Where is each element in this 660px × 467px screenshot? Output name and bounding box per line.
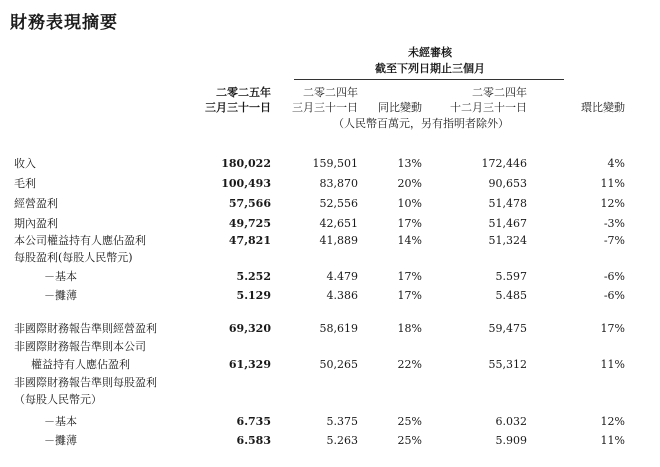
- table-row: [0, 434, 660, 448]
- value-q1-2024: 5.375: [326, 415, 358, 428]
- value-q4-2024: 5.485: [495, 289, 527, 302]
- value-qoq: -6%: [603, 289, 625, 302]
- row-label: 本公司權益持有人應佔盈利: [14, 234, 146, 247]
- value-q1-2024: 50,265: [319, 358, 358, 371]
- value-yoy: 17%: [397, 217, 422, 230]
- value-q1-2024: 5.263: [326, 434, 358, 447]
- row-label: －基本: [44, 270, 77, 283]
- table-row: [0, 322, 660, 336]
- value-q4-2024: 172,446: [481, 157, 527, 170]
- value-q1-2025: 6.583: [236, 434, 271, 447]
- col1-header-line1: 二零二五年: [216, 86, 271, 99]
- value-q1-2025: 69,320: [228, 322, 271, 335]
- value-qoq: 4%: [607, 157, 625, 170]
- value-q4-2024: 51,478: [488, 197, 527, 210]
- table-row: [0, 289, 660, 303]
- col4-header-line2: 十二月三十一日: [450, 101, 527, 114]
- row-label: －攤薄: [44, 289, 77, 302]
- value-q1-2025: 49,725: [228, 217, 271, 230]
- period-underline: [294, 79, 564, 80]
- value-qoq: 12%: [600, 415, 625, 428]
- table-row: [0, 177, 660, 191]
- row-label: 收入: [14, 157, 36, 170]
- value-q1-2024: 83,870: [319, 177, 358, 190]
- value-q4-2024: 59,475: [488, 322, 527, 335]
- row-label: －基本: [44, 415, 77, 428]
- col2-header-line1: 二零二四年: [303, 86, 358, 99]
- value-yoy: 10%: [397, 197, 422, 210]
- value-q4-2024: 51,324: [488, 234, 527, 247]
- value-q4-2024: 5.597: [495, 270, 527, 283]
- value-q1-2025: 5.252: [236, 270, 271, 283]
- row-label: 非國際財務報告準則經營盈利: [14, 322, 157, 335]
- value-qoq: 12%: [600, 197, 625, 210]
- table-row: [0, 358, 660, 372]
- col3-header: 同比變動: [378, 101, 422, 114]
- row-label: 每股盈利(每股人民幣元): [14, 251, 133, 264]
- row-label: 期內盈利: [14, 217, 58, 230]
- value-q1-2024: 58,619: [319, 322, 358, 335]
- col2-header-line2: 三月三十一日: [292, 101, 358, 114]
- value-qoq: 11%: [600, 434, 625, 447]
- row-label: 毛利: [14, 177, 36, 190]
- value-q1-2025: 6.735: [236, 415, 271, 428]
- value-q1-2025: 5.129: [236, 289, 271, 302]
- col4-header-line1: 二零二四年: [472, 86, 527, 99]
- unit-note: （人民幣百萬元，另有指明者除外）: [333, 117, 509, 130]
- value-qoq: 17%: [600, 322, 625, 335]
- value-yoy: 22%: [397, 358, 422, 371]
- value-q1-2024: 42,651: [319, 217, 358, 230]
- value-q1-2024: 52,556: [319, 197, 358, 210]
- table-row: [0, 197, 660, 211]
- row-label: 經營盈利: [14, 197, 58, 210]
- value-q4-2024: 90,653: [488, 177, 527, 190]
- table-row: [0, 270, 660, 284]
- period-header: 截至下列日期止三個月: [375, 62, 485, 75]
- value-yoy: 25%: [397, 415, 422, 428]
- value-yoy: 18%: [397, 322, 422, 335]
- value-yoy: 17%: [397, 289, 422, 302]
- unaudited-header: 未經審核: [408, 46, 452, 59]
- value-qoq: 11%: [600, 177, 625, 190]
- row-label: －攤薄: [44, 434, 77, 447]
- value-q1-2025: 180,022: [221, 157, 271, 170]
- value-qoq: -7%: [603, 234, 625, 247]
- row-label: 權益持有人應佔盈利: [31, 358, 130, 371]
- value-yoy: 13%: [397, 157, 422, 170]
- value-yoy: 17%: [397, 270, 422, 283]
- value-q1-2025: 61,329: [228, 358, 271, 371]
- value-q1-2024: 4.479: [326, 270, 358, 283]
- value-yoy: 14%: [397, 234, 422, 247]
- value-qoq: -3%: [603, 217, 625, 230]
- row-label: 非國際財務報告準則本公司: [14, 340, 146, 353]
- value-q1-2024: 41,889: [319, 234, 358, 247]
- value-q1-2025: 47,821: [228, 234, 271, 247]
- value-q1-2024: 4.386: [326, 289, 358, 302]
- table-row: [0, 340, 660, 354]
- value-qoq: 11%: [600, 358, 625, 371]
- value-q4-2024: 55,312: [488, 358, 527, 371]
- table-row: [0, 251, 660, 265]
- table-row: [0, 415, 660, 429]
- col5-header: 環比變動: [581, 101, 625, 114]
- value-q1-2025: 57,566: [228, 197, 271, 210]
- value-qoq: -6%: [603, 270, 625, 283]
- table-row: [0, 157, 660, 171]
- row-label: 非國際財務報告準則每股盈利: [14, 376, 157, 389]
- value-yoy: 20%: [397, 177, 422, 190]
- col1-header-line2: 三月三十一日: [205, 101, 271, 114]
- value-q4-2024: 5.909: [495, 434, 527, 447]
- page-title: 財務表現摘要: [10, 13, 118, 33]
- value-q4-2024: 6.032: [495, 415, 527, 428]
- table-row: [0, 234, 660, 248]
- value-yoy: 25%: [397, 434, 422, 447]
- table-row: [0, 217, 660, 231]
- row-label: （每股人民幣元）: [14, 393, 102, 406]
- value-q4-2024: 51,467: [488, 217, 527, 230]
- table-row: [0, 376, 660, 390]
- table-row: [0, 393, 660, 407]
- value-q1-2025: 100,493: [221, 177, 271, 190]
- value-q1-2024: 159,501: [312, 157, 358, 170]
